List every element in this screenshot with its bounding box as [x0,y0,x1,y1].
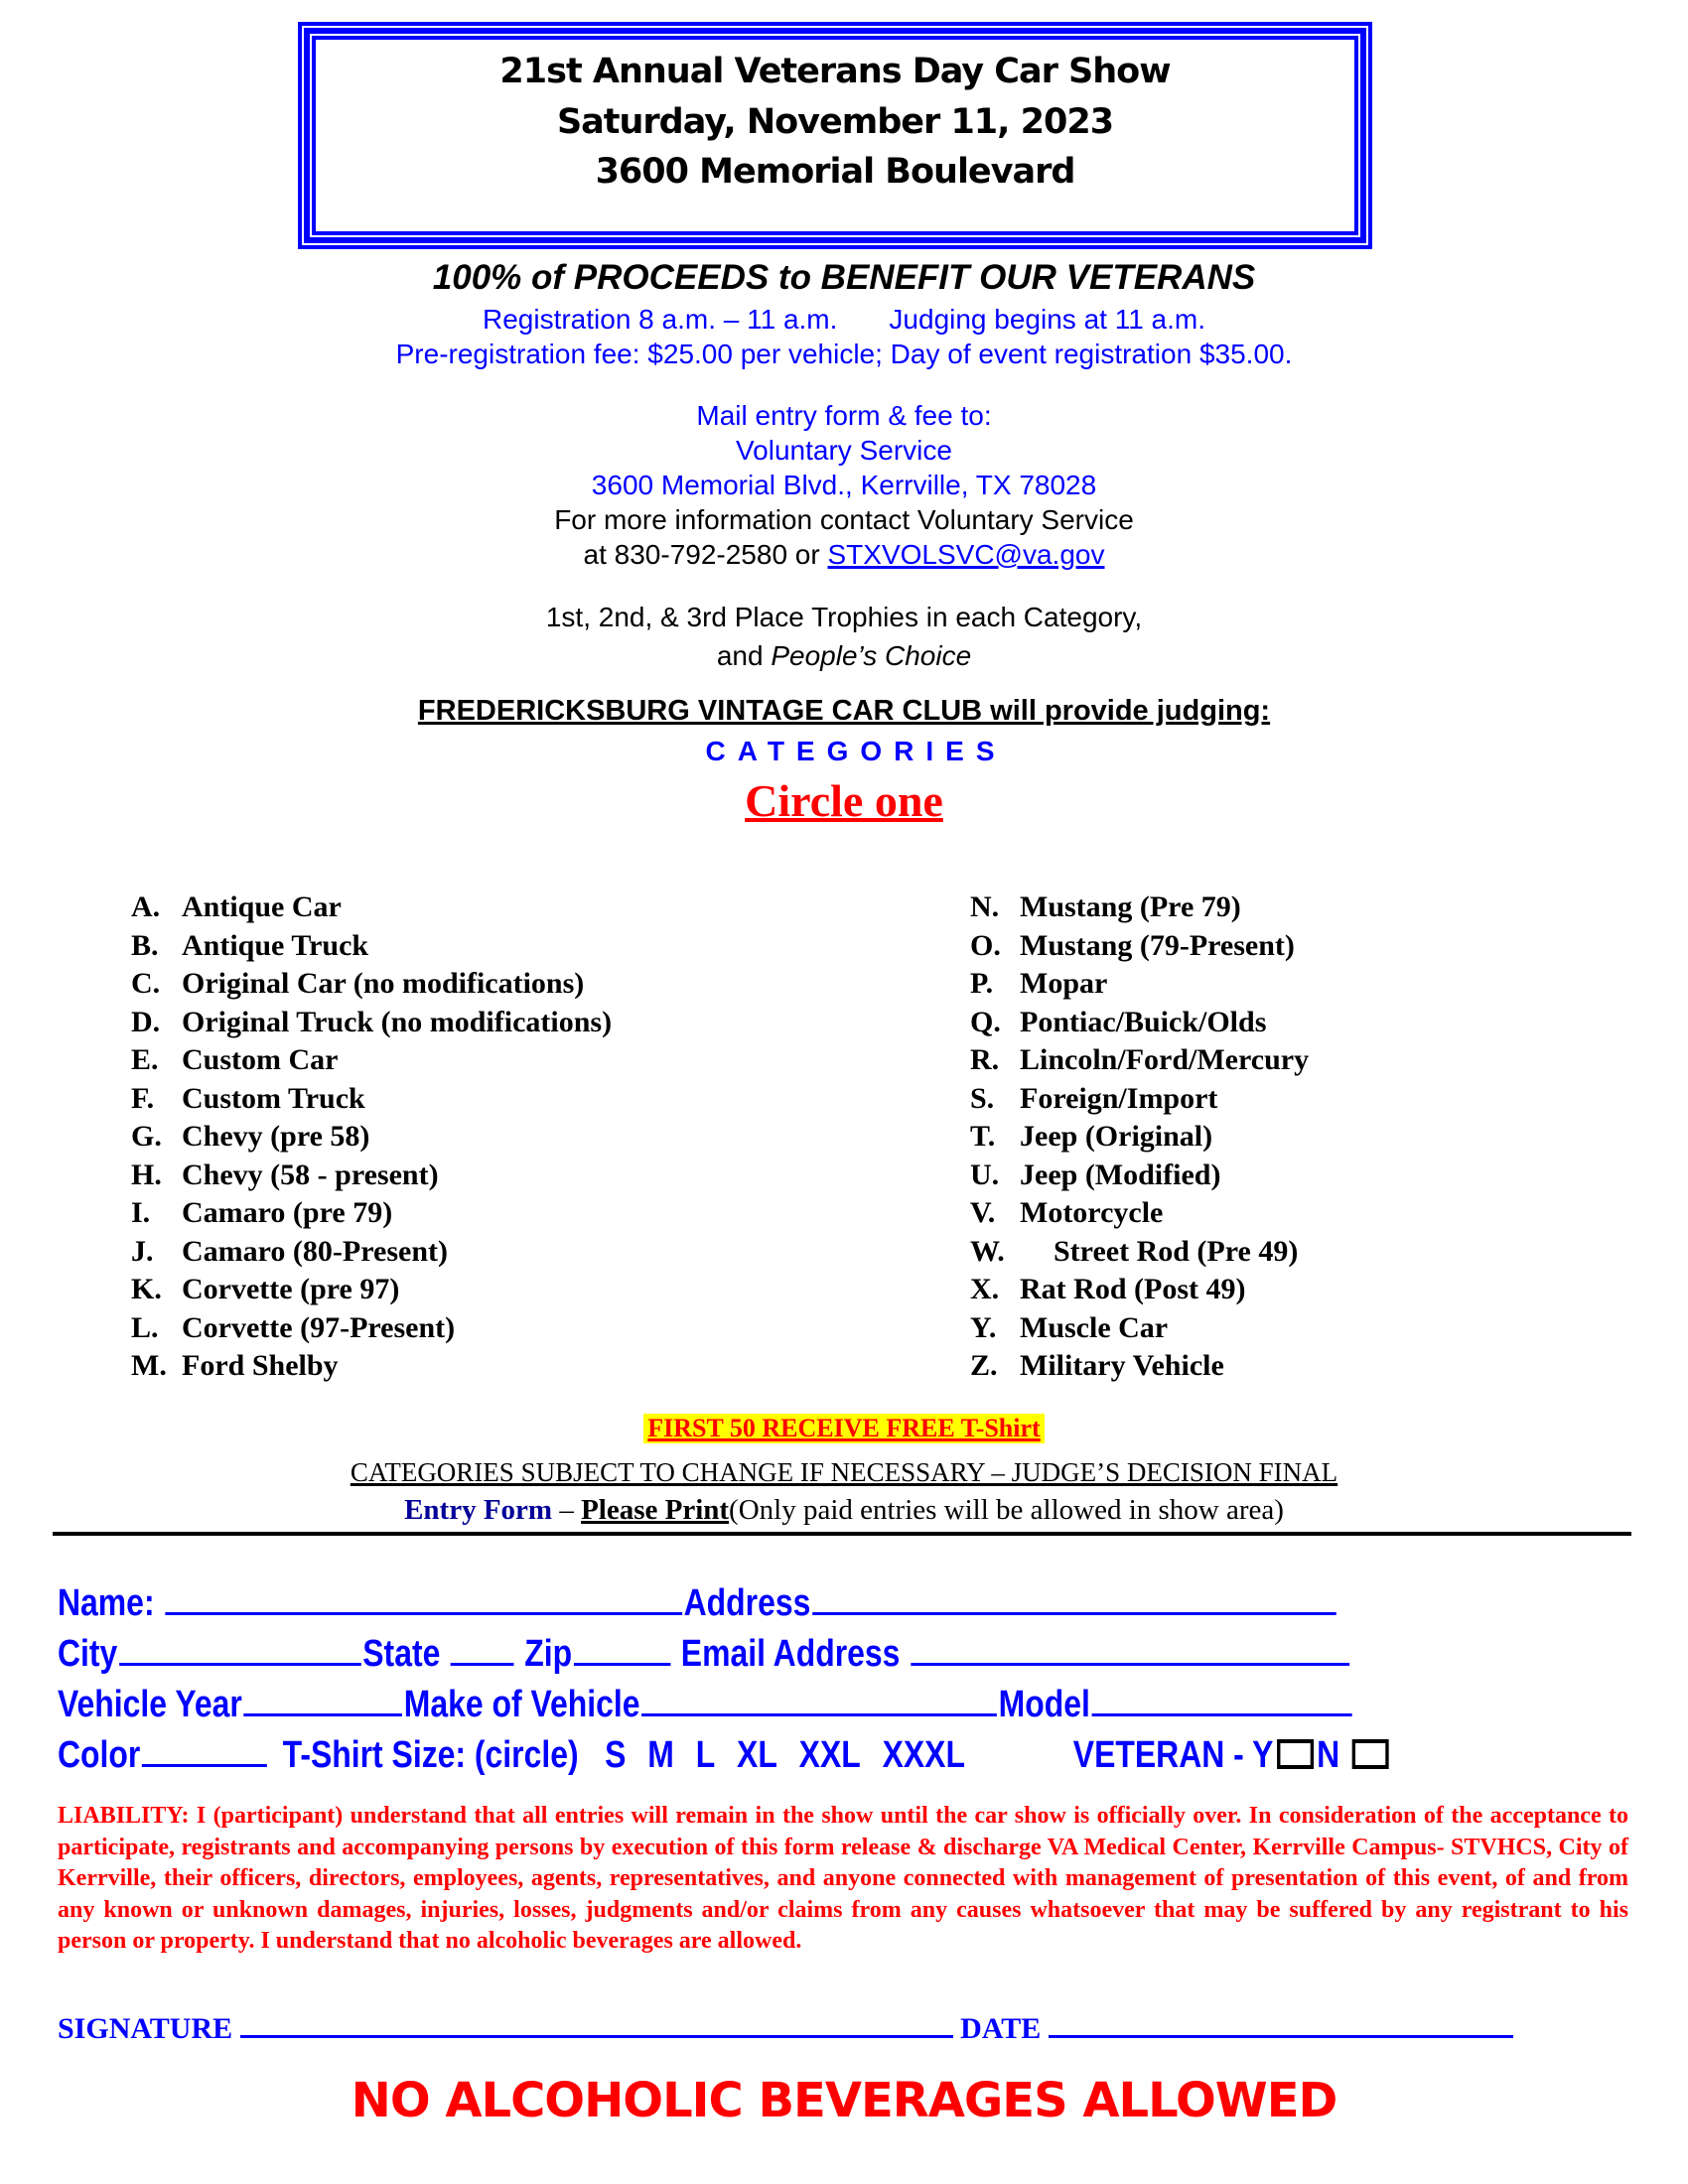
category-label: Lincoln/Ford/Mercury [1020,1043,1310,1076]
paid-only-note: (Only paid entries will be allowed in show area) [729,1494,1284,1526]
judging-time: Judging begins at 11 a.m. [889,304,1206,335]
form-row-color-tshirt-veteran [58,1730,1392,1777]
registration-hours: Registration 8 a.m. – 11 a.m. [482,304,838,335]
color-label: Color [58,1734,141,1776]
category-letter: Q. [970,1005,1001,1038]
category-label: Motorcycle [1020,1196,1164,1229]
category-label: Military Vehicle [1020,1349,1224,1382]
event-date: Saturday, November 11, 2023 [556,102,1114,142]
peoples-choice: People’s Choice [771,640,972,671]
tshirt-banner-row [0,1414,1688,1443]
signature-field[interactable] [240,2007,953,2038]
category-label: Mopar [1020,967,1108,1000]
category-letter: O. [970,928,1001,962]
email-link[interactable]: STXVOLSVC@va.gov [827,539,1105,570]
liability-waiver: LIABILITY: I (participant) understand that all entries will remain in the show until the car show is officially over. In consideration of the acceptance to participate, registrants and accompanying persons by execution of this form release & discharge VA Medical Center, Kerrville Campus- STVHCS, City of Kerrville, their officers, directors, employees, agents, representatives, and anyone connected with management of presentation of this event, of and from any known or unknown damages, injuries, losses, judgments and/or claims from any causes whatsoever that may be suffered by any registrant to his person or property. I understand that no alcoholic beverages are allowed. [58,1803,1628,1955]
categories-heading: CATEGORIES [705,736,1007,766]
size-xl[interactable]: XL [737,1734,777,1776]
tshirt-size-options [594,1734,985,1776]
category-label: Corvette (97-Present) [182,1310,456,1344]
category-letter: L. [131,1310,159,1344]
contact-phone-email [0,539,1688,571]
make-label: Make of Vehicle [403,1684,640,1725]
category-letter: V. [970,1196,996,1229]
judging-club: FREDERICKSBURG VINTAGE CAR CLUB will provide judging: [417,695,1271,727]
color-field[interactable] [142,1730,267,1767]
category-letter: K. [131,1273,162,1305]
category-label: Rat Rod (Post 49) [1020,1273,1246,1305]
category-label: Chevy (58 - present) [182,1158,439,1191]
veteran-no-checkbox[interactable] [1351,1739,1388,1769]
category-label: Jeep (Modified) [1020,1158,1221,1191]
contact-info: For more information contact Voluntary Service [554,504,1134,535]
veteran-label: VETERAN - Y [1072,1734,1274,1776]
category-letter: P. [970,967,994,1000]
category-letter: W. [970,1234,1005,1268]
please-print: Please Print [581,1494,730,1526]
category-label: Original Truck (no modifications) [182,1005,613,1038]
veteran-no-label: N [1317,1734,1340,1776]
category-letter: T. [970,1120,996,1153]
address-field[interactable] [812,1578,1336,1615]
judging-club-row [0,695,1688,728]
model-field[interactable] [1092,1680,1352,1716]
category-letter: J. [131,1234,154,1268]
category-label: Corvette (pre 97) [182,1273,400,1305]
category-label: Pontiac/Buick/Olds [1020,1005,1267,1038]
name-field[interactable] [165,1578,682,1615]
vehicle-year-field[interactable] [243,1680,402,1716]
category-letter: H. [131,1158,162,1191]
category-label: Foreign/Import [1020,1081,1218,1115]
size-s[interactable]: S [605,1734,627,1776]
free-tshirt-banner: FIRST 50 RECEIVE FREE T-Shirt [643,1414,1044,1443]
category-label: Jeep (Original) [1020,1120,1213,1153]
category-letter: Y. [970,1310,997,1344]
form-divider [53,1532,1631,1536]
category-letter: C. [131,967,161,1000]
no-alcohol-warning: NO ALCOHOLIC BEVERAGES ALLOWED [351,2073,1337,2128]
category-label: Camaro (80-Present) [182,1234,448,1268]
signature-row [58,2007,1513,2046]
city-field[interactable] [119,1629,361,1666]
circle-one-instruction: Circle one [745,775,943,826]
category-label: Mustang (Pre 79) [1020,890,1241,923]
address-label: Address [683,1582,811,1624]
category-letter: S. [970,1081,995,1115]
entry-form-header [0,1494,1688,1527]
vehicle-year-label: Vehicle Year [58,1684,242,1725]
category-label: Antique Truck [182,928,369,962]
size-l[interactable]: L [695,1734,716,1776]
category-label: Muscle Car [1020,1310,1169,1344]
model-label: Model [998,1684,1090,1725]
phone-text: at 830-792-2580 or [583,539,820,570]
tshirt-size-label: T-Shirt Size: (circle) [282,1734,579,1776]
fee-info: Pre-registration fee: $25.00 per vehicle; Day of event registration $35.00. [395,339,1293,369]
event-location: 3600 Memorial Boulevard [595,152,1075,192]
awards-prefix: and [716,640,764,671]
date-label: DATE [960,2012,1042,2045]
schedule-line [0,304,1688,336]
category-letter: D. [131,1005,161,1038]
category-letter: U. [970,1158,1000,1191]
state-field[interactable] [451,1629,514,1666]
form-row-vehicle [58,1680,1353,1726]
category-letter: A. [131,890,161,923]
category-letter: G. [131,1120,162,1153]
dash: – [559,1494,574,1526]
size-xxxl[interactable]: XXXL [882,1734,965,1776]
mail-address: 3600 Memorial Blvd., Kerrville, TX 78028 [591,470,1097,500]
peoples-choice-line [0,640,1688,672]
form-row-name-address [58,1578,1337,1625]
entry-form-title: Entry Form [404,1494,553,1526]
signature-label: SIGNATURE [58,2012,233,2045]
state-label: State [362,1633,441,1675]
event-title: 21st Annual Veterans Day Car Show [499,52,1171,91]
category-letter: Z. [970,1349,998,1382]
event-title-box [298,22,1372,249]
size-m[interactable]: M [647,1734,674,1776]
category-letter: M. [131,1349,167,1382]
category-letter: E. [131,1043,159,1076]
mail-instruction: Mail entry form & fee to: [696,400,992,431]
mail-recipient: Voluntary Service [736,435,952,466]
size-xxl[interactable]: XXL [798,1734,861,1776]
category-letter: F. [131,1081,155,1115]
category-letter: R. [970,1043,1000,1076]
form-row-city-state-zip-email [58,1629,1350,1676]
category-letter: B. [131,928,159,962]
awards-line: 1st, 2nd, & 3rd Place Trophies in each Category, [545,602,1143,632]
name-label: Name: [58,1582,155,1624]
proceeds-headline: 100% of PROCEEDS to BENEFIT OUR VETERANS [432,258,1256,297]
category-label: Original Car (no modifications) [182,967,585,1000]
zip-label: Zip [524,1633,573,1675]
category-label: Ford Shelby [182,1349,339,1382]
subject-to-change-notice: CATEGORIES SUBJECT TO CHANGE IF NECESSARY – JUDGE’S DECISION FINAL [350,1457,1338,1487]
subject-to-change-row [0,1457,1688,1488]
category-label: Antique Car [182,890,342,923]
zip-field[interactable] [574,1629,670,1666]
email-label: Email Address [680,1633,901,1675]
make-field[interactable] [641,1680,997,1716]
date-field[interactable] [1049,2007,1513,2038]
circle-one-row [0,774,1688,827]
veteran-yes-checkbox[interactable] [1277,1739,1314,1769]
category-label: Street Rod (Pre 49) [1054,1234,1299,1268]
category-label: Chevy (pre 58) [182,1120,370,1153]
category-letter: N. [970,890,1000,923]
category-label: Custom Car [182,1043,339,1076]
category-label: Camaro (pre 79) [182,1196,393,1229]
category-letter: I. [131,1196,151,1229]
email-field[interactable] [911,1629,1349,1666]
category-letter: X. [970,1273,1000,1305]
category-label: Mustang (79-Present) [1020,928,1295,962]
category-label: Custom Truck [182,1081,365,1115]
city-label: City [58,1633,118,1675]
